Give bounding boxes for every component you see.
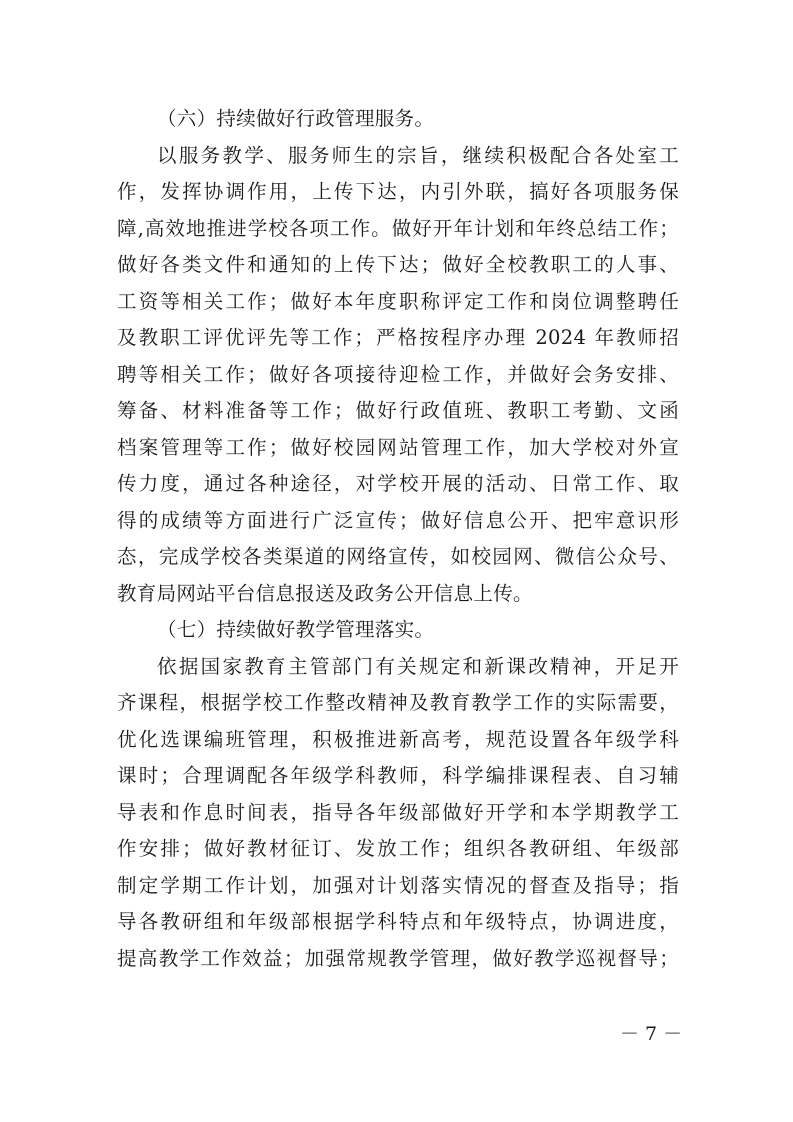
paragraph-line: 以服务教学、服务师生的宗旨，继续积极配合各处室工	[157, 144, 679, 167]
paragraph-line: 作安排；做好教材征订、发放工作；组织各教研组、年级部	[117, 837, 679, 860]
paragraph-line: 导表和作息时间表，指导各年级部做好开学和本学期教学工	[117, 801, 679, 824]
paragraph-line: 档案管理等工作；做好校园网站管理工作，加大学校对外宣	[117, 436, 679, 459]
paragraph-line: 依据国家教育主管部门有关规定和新课改精神，开足开	[157, 655, 679, 678]
paragraph-line: 障,高效地推进学校各项工作。做好开年计划和年终总结工作；	[117, 217, 679, 240]
paragraph-line: 工资等相关工作；做好本年度职称评定工作和岗位调整聘任	[117, 290, 679, 313]
paragraph-line: 作，发挥协调作用，上传下达，内引外联，搞好各项服务保	[117, 180, 679, 203]
paragraph-line: 做好各类文件和通知的上传下达；做好全校教职工的人事、	[117, 253, 679, 276]
paragraph-line: 聘等相关工作；做好各项接待迎检工作，并做好会务安排、	[117, 363, 679, 386]
page-number: － 7 －	[620, 1023, 683, 1045]
paragraph-line: 教育局网站平台信息报送及政务公开信息上传。	[117, 582, 533, 605]
section-heading-6: （六）持续做好行政管理服务。	[157, 107, 435, 130]
paragraph-line: 齐课程，根据学校工作整改精神及教育教学工作的实际需要，	[117, 691, 679, 714]
paragraph-line: 课时；合理调配各年级学科教师，科学编排课程表、自习辅	[117, 764, 679, 787]
paragraph-line: 制定学期工作计划，加强对计划落实情况的督查及指导；指	[117, 874, 679, 897]
paragraph-line: 态，完成学校各类渠道的网络宣传，如校园网、微信公众号、	[117, 545, 679, 568]
paragraph-line: 优化选课编班管理，积极推进新高考，规范设置各年级学科	[117, 728, 679, 751]
paragraph-line: 传力度，通过各种途径，对学校开展的活动、日常工作、取	[117, 472, 679, 495]
paragraph-line: 导各教研组和年级部根据学科特点和年级特点，协调进度，	[117, 910, 679, 933]
paragraph-line: 得的成绩等方面进行广泛宣传；做好信息公开、把牢意识形	[117, 509, 679, 532]
paragraph-line: 提高教学工作效益；加强常规教学管理，做好教学巡视督导；	[117, 947, 679, 970]
section-heading-7: （七）持续做好教学管理落实。	[157, 618, 435, 641]
paragraph-line: 筹备、材料准备等工作；做好行政值班、教职工考勤、文函	[117, 399, 679, 422]
paragraph-line: 及教职工评优评先等工作；严格按程序办理 2024 年教师招	[117, 326, 679, 349]
